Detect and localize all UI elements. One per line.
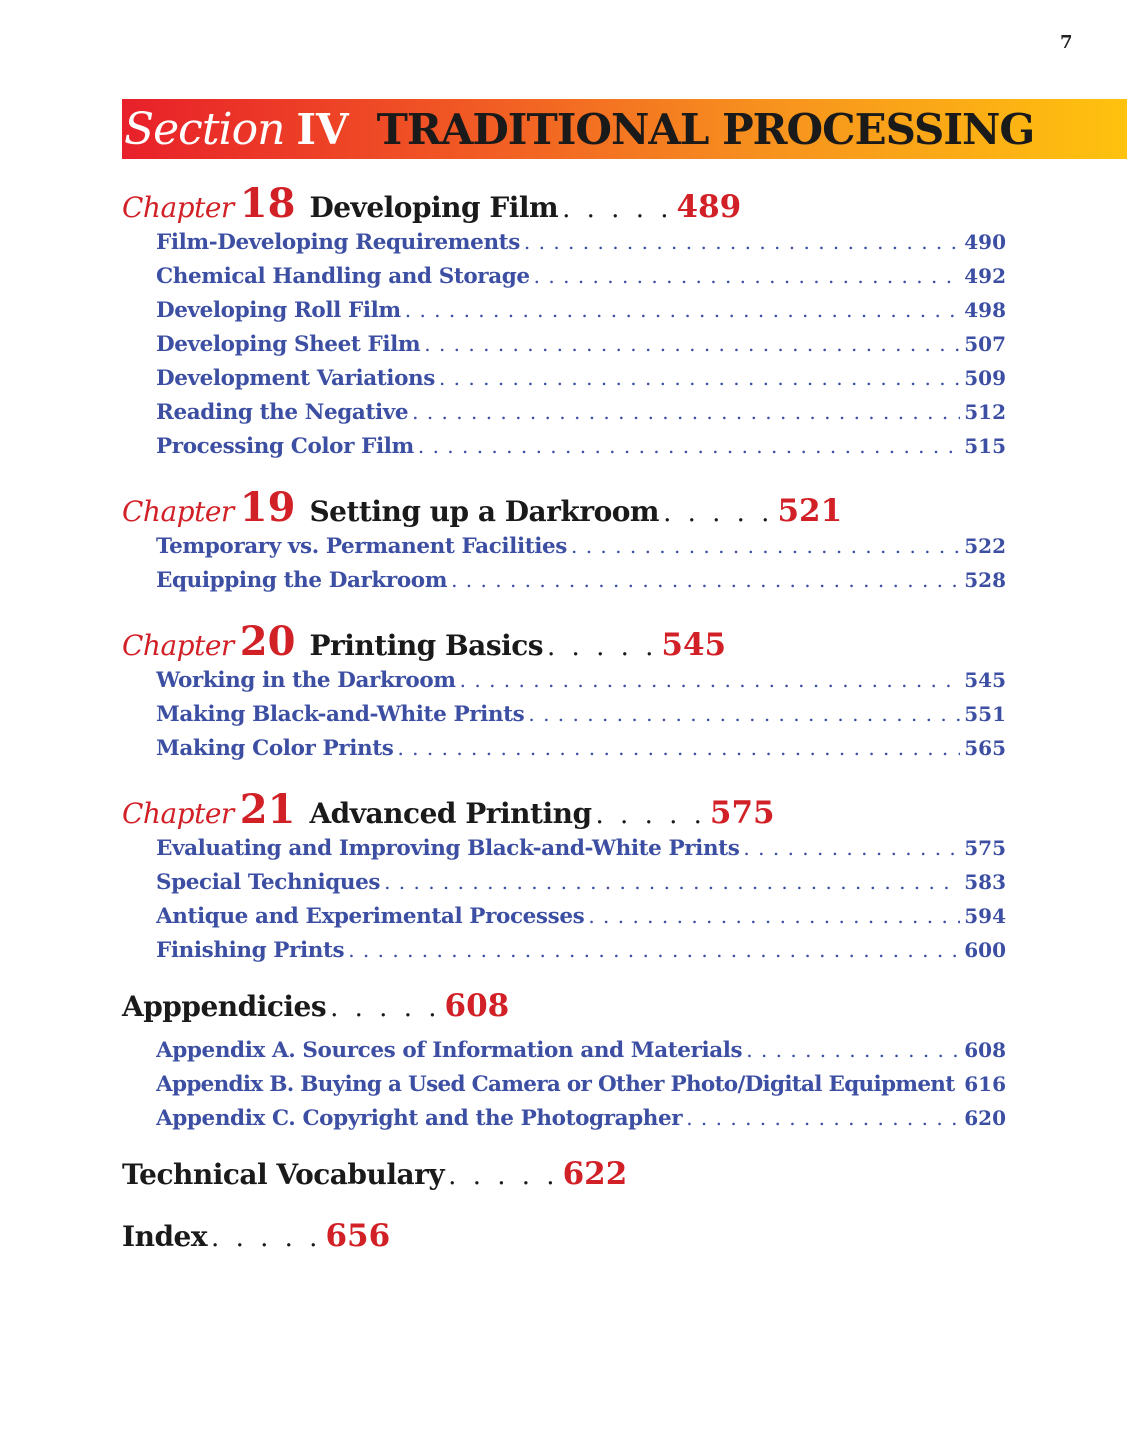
entry-page: 498 bbox=[964, 298, 1006, 322]
chapter-page: 545 bbox=[661, 627, 727, 663]
entry-label: Appendix B. Buying a Used Camera or Other Photo/Digital Equipment bbox=[156, 1072, 955, 1097]
toc-entry[interactable] bbox=[156, 938, 1006, 972]
entry-leader bbox=[686, 1106, 960, 1130]
chapter-title: Printing Basics bbox=[309, 629, 544, 662]
entry-label: Equipping the Darkroom bbox=[156, 568, 448, 593]
vocabulary-heading[interactable] bbox=[122, 1156, 1006, 1208]
chapter-title: Setting up a Darkroom bbox=[309, 495, 660, 528]
toc-entry[interactable] bbox=[156, 366, 1006, 400]
toc-entry[interactable] bbox=[156, 230, 1006, 264]
entry-label: Working in the Darkroom bbox=[156, 668, 456, 693]
chapter-page: 489 bbox=[676, 189, 742, 225]
entry-page: 583 bbox=[964, 870, 1006, 894]
chapter-leader: . . . . . bbox=[595, 800, 706, 830]
entry-leader bbox=[405, 298, 961, 322]
entry-leader bbox=[534, 264, 961, 288]
chapter-leader: . . . . . bbox=[562, 194, 673, 224]
chapter-heading[interactable] bbox=[122, 786, 1006, 836]
appendices-page: 608 bbox=[444, 988, 510, 1024]
entry-leader bbox=[460, 668, 961, 692]
entry-label: Temporary vs. Permanent Facilities bbox=[156, 534, 567, 559]
entry-label: Making Color Prints bbox=[156, 736, 394, 761]
entry-page: 545 bbox=[964, 668, 1006, 692]
entry-label: Film-Developing Requirements bbox=[156, 230, 520, 255]
toc-entry[interactable] bbox=[156, 904, 1006, 938]
appendices bbox=[122, 988, 1006, 1140]
entry-label: Appendix C. Copyright and the Photographer bbox=[156, 1106, 683, 1131]
entry-leader bbox=[397, 736, 960, 760]
chapter-word: Chapter bbox=[122, 629, 234, 662]
chapter-21 bbox=[122, 786, 1006, 972]
chapter-number: 19 bbox=[239, 484, 296, 531]
chapter-number: 21 bbox=[239, 786, 296, 833]
toc-entry[interactable] bbox=[156, 568, 1006, 602]
index-heading[interactable] bbox=[122, 1218, 1006, 1270]
entry-label: Developing Roll Film bbox=[156, 298, 401, 323]
entry-page: 528 bbox=[964, 568, 1006, 592]
chapter-heading[interactable] bbox=[122, 618, 1006, 668]
entry-page: 490 bbox=[964, 230, 1006, 254]
chapter-leader: . . . . . bbox=[547, 632, 658, 662]
section-title: TRADITIONAL PROCESSING bbox=[376, 104, 1035, 154]
entry-page: 509 bbox=[964, 366, 1006, 390]
entry-label: Making Black-and-White Prints bbox=[156, 702, 525, 727]
chapter-page: 521 bbox=[777, 493, 843, 529]
entry-page: 600 bbox=[964, 938, 1006, 962]
toc-entry[interactable] bbox=[156, 332, 1006, 366]
toc-entry[interactable] bbox=[156, 668, 1006, 702]
toc-entry[interactable] bbox=[156, 736, 1006, 770]
entry-page: 512 bbox=[964, 400, 1006, 424]
entry-label: Chemical Handling and Storage bbox=[156, 264, 530, 289]
toc-entry[interactable] bbox=[156, 400, 1006, 434]
section-word: Section bbox=[124, 103, 285, 155]
toc-entry[interactable] bbox=[156, 264, 1006, 298]
technical-vocabulary bbox=[122, 1156, 1006, 1208]
entry-page: 620 bbox=[964, 1106, 1006, 1130]
entry-page: 565 bbox=[964, 736, 1006, 760]
entry-label: Development Variations bbox=[156, 366, 435, 391]
entry-leader bbox=[348, 938, 960, 962]
entry-leader bbox=[424, 332, 960, 356]
entry-page: 594 bbox=[964, 904, 1006, 928]
chapter-word: Chapter bbox=[122, 191, 234, 224]
entry-page: 608 bbox=[964, 1038, 1006, 1062]
appendices-title: Apppendicies bbox=[122, 990, 327, 1023]
entry-label: Finishing Prints bbox=[156, 938, 345, 963]
entry-leader bbox=[524, 230, 960, 254]
toc-entry[interactable] bbox=[156, 434, 1006, 468]
toc-entry[interactable] bbox=[156, 836, 1006, 870]
entry-leader bbox=[743, 836, 960, 860]
toc-entry[interactable] bbox=[156, 1038, 1006, 1072]
appendices-leader: . . . . . bbox=[330, 993, 441, 1023]
chapter-number: 18 bbox=[239, 180, 296, 227]
vocabulary-title: Technical Vocabulary bbox=[122, 1158, 445, 1191]
entry-leader bbox=[412, 400, 960, 424]
chapter-heading[interactable] bbox=[122, 180, 1006, 230]
entry-leader bbox=[958, 1072, 960, 1096]
chapter-18 bbox=[122, 180, 1006, 468]
chapter-19 bbox=[122, 484, 1006, 602]
entry-page: 616 bbox=[964, 1072, 1006, 1096]
entry-label: Evaluating and Improving Black-and-White Prints bbox=[156, 836, 740, 861]
entry-page: 522 bbox=[964, 534, 1006, 558]
entry-leader bbox=[418, 434, 960, 458]
chapter-heading[interactable] bbox=[122, 484, 1006, 534]
entry-page: 551 bbox=[964, 702, 1006, 726]
entry-leader bbox=[588, 904, 960, 928]
chapter-word: Chapter bbox=[122, 495, 234, 528]
entry-leader bbox=[746, 1038, 960, 1062]
entry-label: Processing Color Film bbox=[156, 434, 414, 459]
section-numeral: IV bbox=[296, 104, 349, 154]
chapter-title: Advanced Printing bbox=[309, 797, 592, 830]
entry-leader bbox=[451, 568, 960, 592]
chapter-word: Chapter bbox=[122, 797, 234, 830]
entry-leader bbox=[384, 870, 960, 894]
index-page: 656 bbox=[325, 1218, 391, 1254]
chapter-page: 575 bbox=[709, 795, 775, 831]
chapter-title: Developing Film bbox=[309, 191, 559, 224]
toc-entry[interactable] bbox=[156, 1106, 1006, 1140]
vocabulary-leader: . . . . . bbox=[448, 1161, 559, 1191]
entry-label: Special Techniques bbox=[156, 870, 381, 895]
entry-leader bbox=[571, 534, 960, 558]
section-banner bbox=[122, 99, 1127, 159]
entry-page: 507 bbox=[964, 332, 1006, 356]
toc-entry[interactable] bbox=[156, 534, 1006, 568]
entry-leader bbox=[528, 702, 960, 726]
index-leader: . . . . . bbox=[211, 1223, 322, 1253]
toc-entry[interactable] bbox=[156, 870, 1006, 904]
entry-label: Developing Sheet Film bbox=[156, 332, 421, 357]
index bbox=[122, 1218, 1006, 1270]
entry-label: Reading the Negative bbox=[156, 400, 409, 425]
entry-leader bbox=[439, 366, 960, 390]
table-of-contents bbox=[122, 180, 1006, 1280]
toc-entry[interactable] bbox=[156, 702, 1006, 736]
entry-page: 492 bbox=[964, 264, 1006, 288]
entry-label: Antique and Experimental Processes bbox=[156, 904, 585, 929]
toc-entry[interactable] bbox=[156, 1072, 1006, 1106]
entry-page: 515 bbox=[964, 434, 1006, 458]
vocabulary-page: 622 bbox=[562, 1156, 628, 1192]
page-number: 7 bbox=[1060, 32, 1073, 53]
chapter-20 bbox=[122, 618, 1006, 770]
index-title: Index bbox=[122, 1220, 208, 1253]
chapter-leader: . . . . . bbox=[663, 498, 774, 528]
entry-page: 575 bbox=[964, 836, 1006, 860]
entry-label: Appendix A. Sources of Information and Materials bbox=[156, 1038, 743, 1063]
toc-entry[interactable] bbox=[156, 298, 1006, 332]
appendices-heading[interactable] bbox=[122, 988, 1006, 1038]
chapter-number: 20 bbox=[239, 618, 296, 665]
